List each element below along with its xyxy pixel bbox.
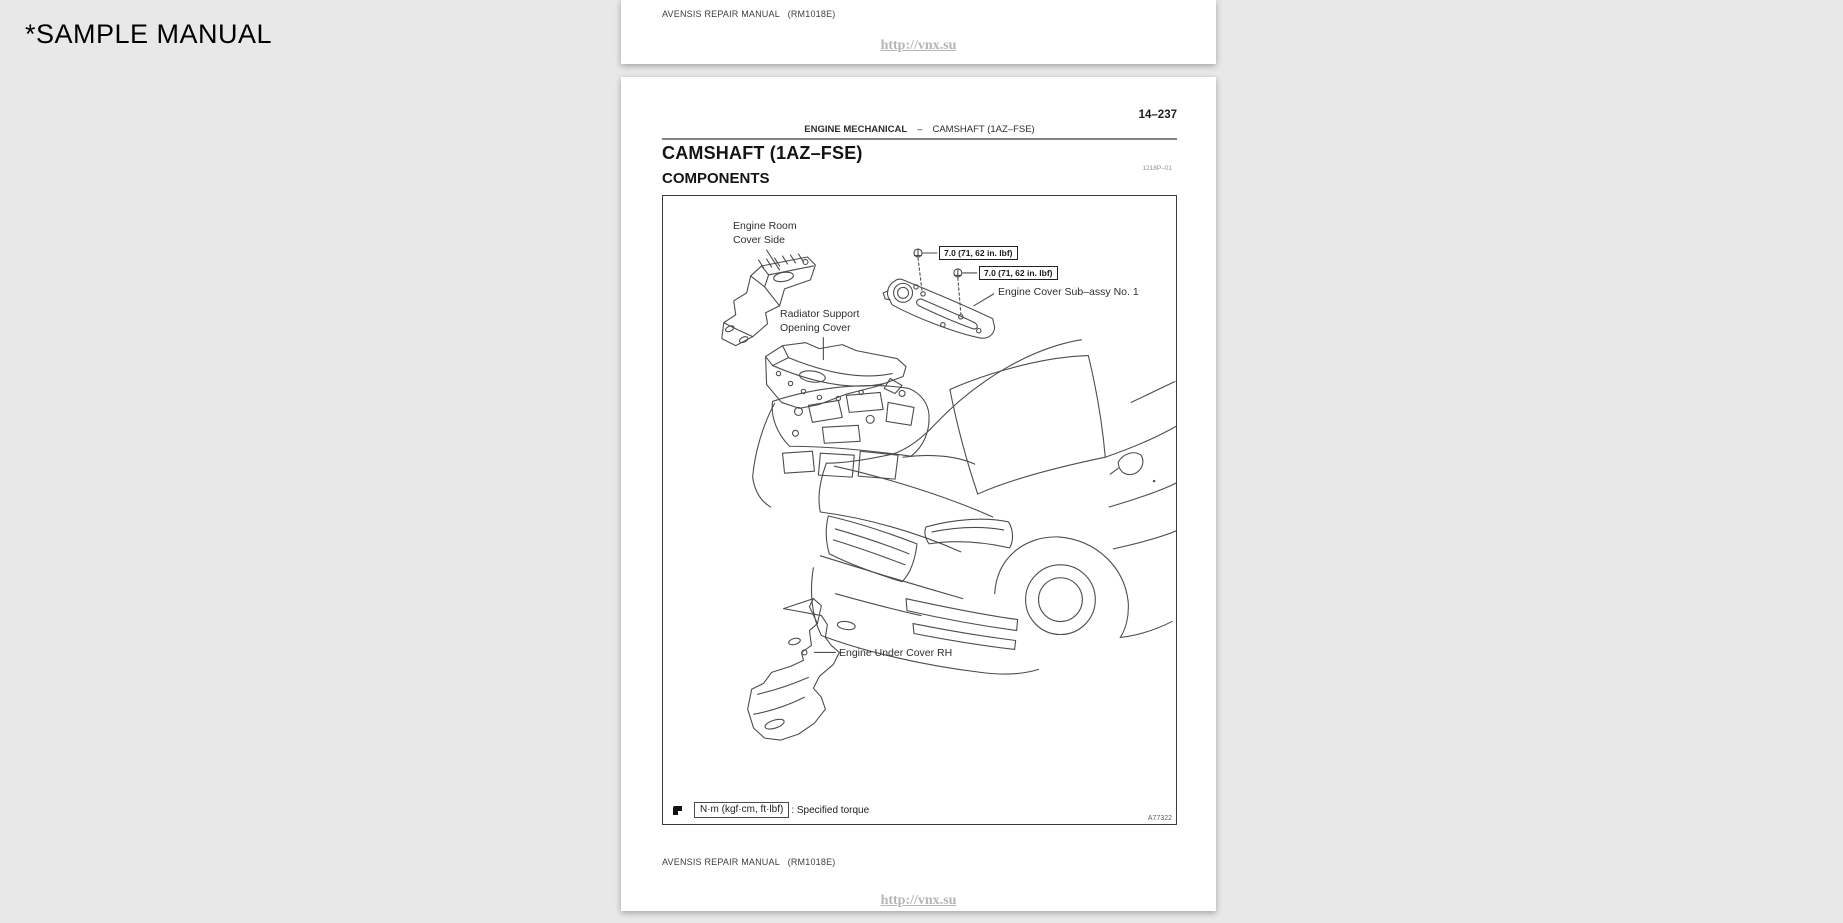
label-line: Engine Room xyxy=(733,220,797,232)
watermark-link[interactable]: http://vnx.su xyxy=(880,38,957,53)
torque-legend-text: : Specified torque xyxy=(791,804,870,816)
header-rule xyxy=(662,138,1177,140)
label-line: Opening Cover xyxy=(780,321,851,334)
components-figure xyxy=(662,195,1177,825)
engine-under-cover-drawing xyxy=(748,599,840,740)
bolt-icon xyxy=(954,269,962,277)
breadcrumb xyxy=(662,124,1177,135)
car-front-drawing xyxy=(753,340,1176,674)
bolt-icon xyxy=(914,249,922,257)
page-number: 14–237 xyxy=(1138,109,1177,121)
label-line: Radiator Support xyxy=(780,308,860,320)
label-line: Cover Side xyxy=(733,233,785,246)
breadcrumb-separator: – xyxy=(917,124,923,135)
breadcrumb-section: ENGINE MECHANICAL xyxy=(804,124,908,135)
breadcrumb-topic: CAMSHAFT (1AZ–FSE) xyxy=(932,124,1035,135)
engine-cover-subassy-drawing xyxy=(883,279,995,338)
pdf-page-previous xyxy=(621,0,1216,64)
sample-manual-label: *SAMPLE MANUAL xyxy=(25,19,273,49)
page-title: CAMSHAFT (1AZ–FSE) xyxy=(662,143,863,163)
pdf-page-current xyxy=(621,77,1216,911)
doc-code: 1218P–01 xyxy=(1142,165,1172,172)
torque-spec-callout: 7.0 (71, 62 in. lbf) xyxy=(939,246,1018,260)
watermark-link[interactable]: http://vnx.su xyxy=(880,893,957,908)
label-engine-cover-subassy: Engine Cover Sub–assy No. 1 xyxy=(998,286,1139,298)
radiator-support-cover-drawing xyxy=(766,343,906,409)
torque-symbol-icon xyxy=(672,805,683,816)
label-engine-room-cover-side xyxy=(733,220,797,247)
torque-spec-callout: 7.0 (71, 62 in. lbf) xyxy=(979,266,1058,280)
torque-legend-unit: N·m (kgf·cm, ft·lbf) xyxy=(694,802,789,818)
torque-legend xyxy=(672,802,869,818)
label-engine-under-cover: Engine Under Cover RH xyxy=(839,647,953,659)
figure-code: A77322 xyxy=(1147,815,1172,822)
page-header-text: AVENSIS REPAIR MANUAL (RM1018E) xyxy=(662,9,836,19)
section-heading: COMPONENTS xyxy=(662,170,770,187)
page-footer-text: AVENSIS REPAIR MANUAL (RM1018E) xyxy=(662,857,836,867)
label-radiator-support-cover xyxy=(780,308,859,335)
